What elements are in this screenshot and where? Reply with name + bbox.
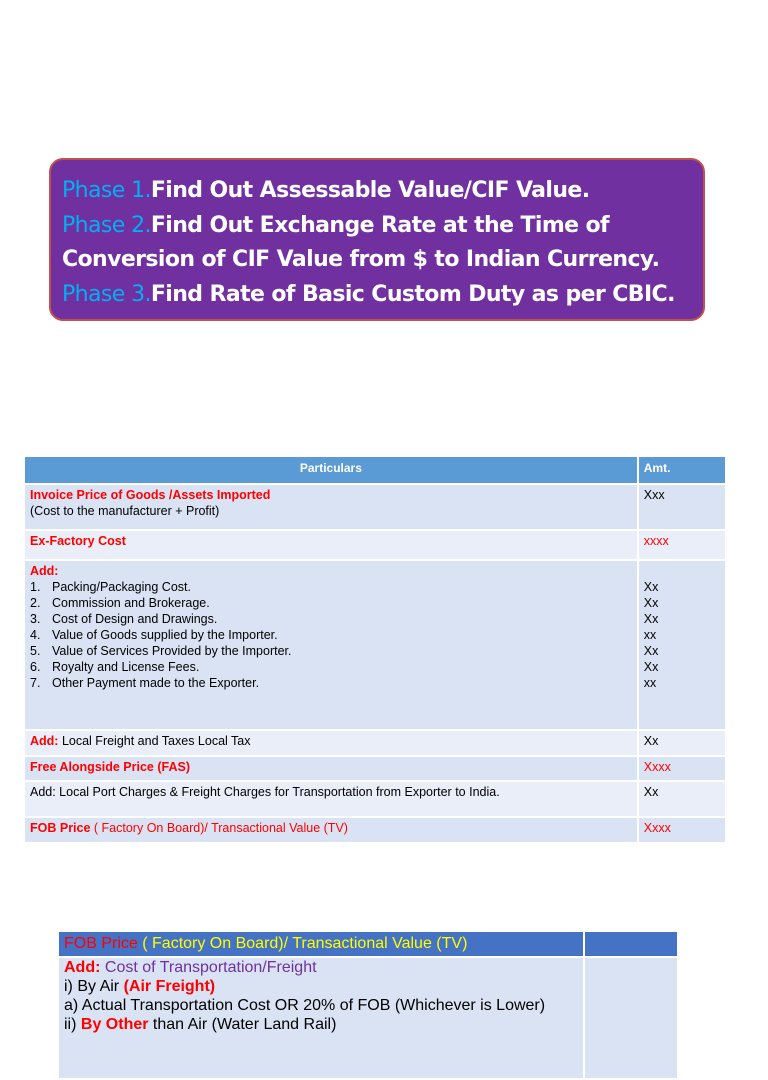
list-item: 6. Royalty and License Fees. — [30, 660, 200, 674]
add-label: Add: — [30, 564, 59, 578]
list-item: 5. Value of Services Provided by the Importer. — [30, 644, 292, 658]
fob-description: ( Factory On Board)/ Transactional Value (TV) — [90, 821, 348, 835]
by-other-prefix: ii) — [64, 1016, 81, 1033]
add-amount: Xx — [643, 580, 659, 594]
phase-2-line — [62, 209, 703, 244]
by-other-text: than Air (Water Land Rail) — [148, 1016, 337, 1033]
port-charges-amount: Xx — [638, 781, 726, 817]
list-item: 3. Cost of Design and Drawings. — [30, 612, 218, 626]
amount-header: Amt. — [638, 456, 726, 484]
phase-3-label: Phase 3. — [62, 281, 151, 307]
freight-add-label: Add: — [64, 959, 101, 976]
invoice-row — [24, 484, 726, 530]
phase-2-continuation: Conversion of CIF Value from $ to Indian Currency. — [62, 247, 660, 272]
table-header-row — [24, 456, 726, 484]
freight-fob-label: FOB Price — [64, 935, 138, 952]
ex-factory-title: Ex-Factory Cost — [24, 530, 638, 560]
local-freight-text: Local Freight and Taxes Local Tax — [61, 734, 251, 748]
port-charges-row — [24, 781, 726, 817]
fob-amount: Xxxx — [638, 817, 726, 843]
freight-header-row — [58, 931, 678, 957]
air-freight-label: (Air Freight) — [123, 978, 216, 995]
phase-3-line — [62, 278, 703, 313]
ex-factory-row — [24, 530, 726, 560]
phase-1-line — [62, 174, 703, 209]
add-amount: xx — [643, 676, 657, 690]
list-item: 1. Packing/Packaging Cost. — [30, 580, 191, 594]
fob-row — [24, 817, 726, 843]
phase-1-text: Find Out Assessable Value/CIF Value. — [150, 178, 590, 203]
add-cost-list — [30, 579, 632, 691]
phase-1-label: Phase 1. — [62, 178, 151, 203]
add-amount: Xx — [643, 596, 659, 610]
ex-factory-amount: xxxx — [638, 530, 726, 560]
air-freight-rule: a) Actual Transportation Cost OR 20% of FOB (Whichever is Lower) — [64, 997, 546, 1014]
phase-2-label: Phase 2. — [62, 212, 151, 238]
freight-body-empty-cell — [584, 957, 678, 1079]
valuation-table — [23, 455, 727, 844]
invoice-title: Invoice Price of Goods /Assets Imported — [30, 488, 271, 502]
freight-add-text: Cost of Transportation/Freight — [100, 959, 317, 976]
freight-table — [57, 930, 679, 1080]
add-cost-amounts — [638, 560, 726, 730]
local-freight-amount: Xx — [638, 730, 726, 756]
port-charges-text: Add: Local Port Charges & Freight Charges for Transportation from Exporter to India. — [24, 781, 638, 817]
by-air-prefix: i) By Air — [64, 978, 124, 995]
fob-label: FOB Price — [30, 821, 91, 835]
local-freight-prefix: Add: — [30, 734, 59, 748]
fas-title: Free Alongside Price (FAS) — [24, 756, 638, 781]
invoice-subtitle: (Cost to the manufacturer + Profit) — [30, 504, 220, 518]
phase-3-text: Find Rate of Basic Custom Duty as per CBIC. — [150, 281, 675, 307]
fas-row — [24, 756, 726, 781]
list-item: 4. Value of Goods supplied by the Importer. — [30, 628, 278, 642]
add-amount: Xx — [643, 612, 659, 626]
add-amount: Xx — [643, 644, 659, 658]
freight-header-empty-cell — [584, 931, 678, 957]
local-freight-row — [24, 730, 726, 756]
particulars-header: Particulars — [24, 456, 638, 484]
add-amount: Xx — [643, 660, 659, 674]
list-item: 2. Commission and Brokerage. — [30, 596, 210, 610]
fas-amount: Xxxx — [638, 756, 726, 781]
phases-callout — [49, 158, 705, 321]
list-item: 7. Other Payment made to the Exporter. — [30, 676, 260, 690]
by-other-label: By Other — [80, 1016, 149, 1033]
freight-body-row — [58, 957, 678, 1079]
invoice-amount: Xxx — [638, 484, 726, 530]
add-amount: xx — [643, 628, 657, 642]
freight-fob-description: ( Factory On Board)/ Transactional Value (TV) — [137, 935, 468, 952]
phase-2-text: Find Out Exchange Rate at the Time of — [150, 212, 610, 238]
add-costs-row — [24, 560, 726, 730]
